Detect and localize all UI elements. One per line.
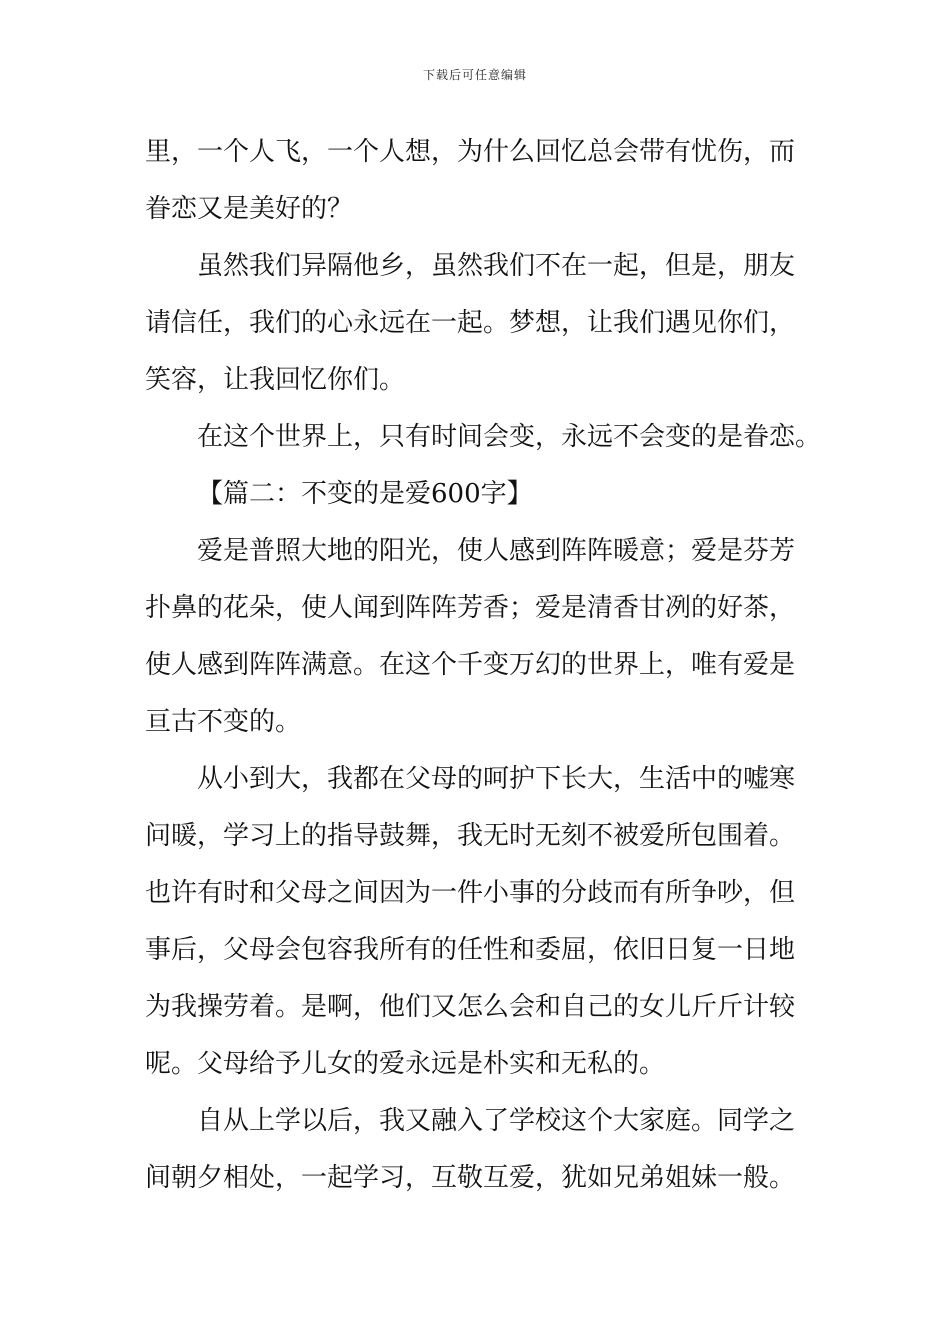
text-line: 请信任，我们的心永远在一起。梦想，让我们遇见你们， xyxy=(145,308,796,338)
paragraph-start: 虽然我们异隔他乡，虽然我们不在一起，但是，朋友 xyxy=(197,251,796,281)
section-heading: 【篇二：不变的是爱600字】 xyxy=(197,479,533,509)
text-line: 事后，父母会包容我所有的任性和委屈，依旧日复一日地 xyxy=(145,935,796,965)
paragraph-start: 自从上学以后，我又融入了学校这个大家庭。同学之 xyxy=(197,1106,796,1136)
text-line: 问暖，学习上的指导鼓舞，我无时无刻不被爱所包围着。 xyxy=(145,821,796,851)
text-line: 亘古不变的。 xyxy=(145,707,302,737)
text-line: 也许有时和父母之间因为一件小事的分歧而有所争吵，但 xyxy=(145,878,796,908)
text-line: 眷恋又是美好的？ xyxy=(145,194,354,224)
paragraph-start: 在这个世界上，只有时间会变，永远不会变的是眷恋。 xyxy=(197,422,822,452)
text-line: 为我操劳着。是啊，他们又怎么会和自己的女儿斤斤计较 xyxy=(145,992,796,1022)
text-line: 扑鼻的花朵，使人闻到阵阵芳香；爱是清香甘冽的好茶， xyxy=(145,593,796,623)
text-line: 间朝夕相处，一起学习，互敬互爱，犹如兄弟姐妹一般。 xyxy=(145,1163,796,1193)
text-line: 使人感到阵阵满意。在这个千变万幻的世界上，唯有爱是 xyxy=(145,650,796,680)
text-line: 呢。父母给予儿女的爱永远是朴实和无私的。 xyxy=(145,1049,666,1079)
paragraph-start: 爱是普照大地的阳光，使人感到阵阵暖意；爱是芬芳 xyxy=(197,536,796,566)
text-line: 里，一个人飞，一个人想，为什么回忆总会带有忧伤，而 xyxy=(145,137,796,167)
paragraph-start: 从小到大，我都在父母的呵护下长大，生活中的嘘寒 xyxy=(197,764,796,794)
page-header: 下载后可任意编辑 xyxy=(422,68,527,82)
text-line: 笑容，让我回忆你们。 xyxy=(145,365,406,395)
